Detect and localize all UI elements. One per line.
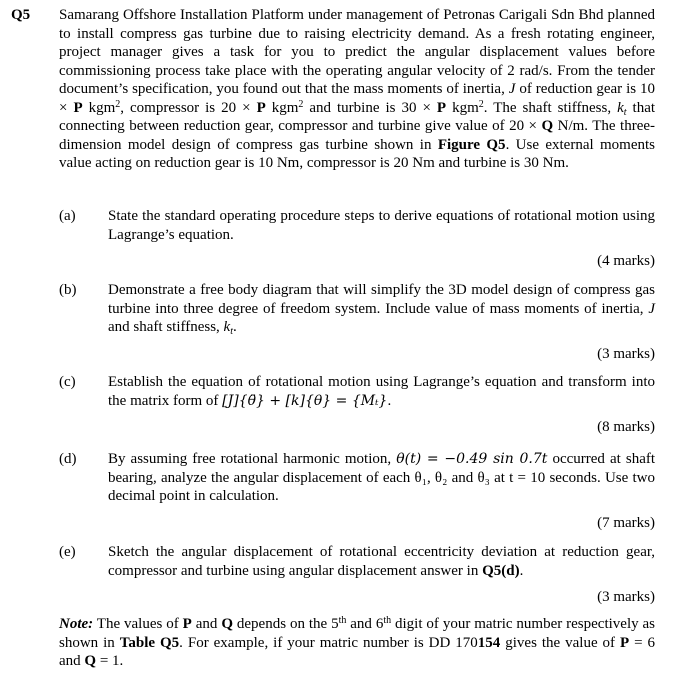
symbol-Q: Q (221, 616, 233, 632)
intro-text: N/m. The three-dimension model design of compress gas turbine shown in (59, 118, 656, 153)
question-reference: Q5(d) (482, 562, 520, 579)
part-text-segment: Sketch the angular displacement of rotational eccentricity deviation at reduction gear, compressor and turbine using angular displacement answer in (108, 544, 655, 579)
punctuation: . (233, 319, 237, 335)
marks-label: (3 marks) (597, 345, 655, 362)
intro-text: , compressor is 20 × (120, 99, 251, 116)
intro-text: of reduction gear is 10 × (59, 81, 656, 116)
note-text: and (195, 616, 218, 632)
note-text: = 1. (99, 653, 124, 669)
unit-kgm: kgm (88, 99, 116, 116)
punctuation: . (519, 562, 524, 579)
figure-reference: Figure Q5 (437, 136, 506, 153)
symbol-P: P (620, 634, 630, 651)
part-label: (b) (59, 282, 77, 298)
note-text: digit of your matric number respectively as shown in (59, 616, 656, 651)
part-label: (c) (59, 374, 76, 390)
note-text: and 6 (350, 616, 384, 632)
part-label: (e) (59, 544, 76, 560)
ordinal-suffix: th (383, 615, 392, 626)
matric-digits: 154 (477, 634, 501, 651)
part-text (108, 281, 655, 337)
note-label: Note: (59, 616, 94, 632)
intro-text: . The shaft stiffness, (483, 99, 612, 116)
part-e (59, 543, 655, 607)
symbol-subscript-t: t (230, 326, 233, 337)
part-b (59, 281, 655, 363)
question-number: Q5 (11, 7, 31, 23)
part-text-segment: By assuming free rotational harmonic motion, (108, 451, 392, 467)
part-text-segment: occurred at shaft bearing, analyze the angular displacement of each θ₁, θ₂ and θ₃ at t = 10 seconds. Use two decimal point in calculation. (108, 451, 656, 504)
part-label: (a) (59, 208, 76, 224)
marks-label: (7 marks) (597, 514, 655, 531)
note-text: = 6 and (59, 634, 656, 669)
note-text: depends on the 5 (236, 616, 339, 632)
part-text: State the standard operating procedure steps to derive equations of rotational motion using Lagrange’s equation. (108, 208, 655, 243)
table-reference: Table Q5 (119, 634, 180, 651)
harmonic-motion-equation: θ(t) = −0.49 sin 0.7t (396, 451, 548, 467)
part-c (59, 373, 655, 437)
unit-exponent: 2 (115, 98, 121, 110)
marks-label: (3 marks) (597, 589, 655, 605)
intro-text: Samarang Offshore Installation Platform under management of Petronas Carigali Sdn Bhd planned to install compress gas turbine due to raising electricity demand. As a fresh rotating engineer, project manager gives a task for you to predict the angular displacement values before commissioning process take place with the operating angular velocity of 2 rad/s. From the tender document’s specification, you found out that the mass moments of inertia, (59, 7, 655, 97)
marks-label: (4 marks) (597, 253, 655, 269)
intro-text: and turbine is 30 × (309, 99, 431, 116)
intro-text: that connecting between reduction gear, compressor and turbine give value of 20 × (59, 99, 656, 134)
note-text: . For example, if your matric number is DD 170 (179, 634, 478, 651)
matrix-equation: [J]{θ̈} + [k]{θ} = {Mₜ} (222, 392, 388, 409)
marks-label: (8 marks) (597, 419, 655, 435)
punctuation: . (387, 392, 392, 409)
part-label: (d) (59, 451, 77, 467)
symbol-P: P (436, 99, 447, 116)
intro-text: . Use external moments value acting on reduction gear is 10 Nm, compressor is 20 Nm and turbine is 30 Nm. (59, 136, 656, 171)
unit-exponent: 2 (478, 98, 484, 110)
part-d (59, 450, 655, 532)
unit-exponent: 2 (298, 98, 304, 110)
part-text-segment: Establish the equation of rotational motion using Lagrange’s equation and transform into the matrix form of (108, 374, 655, 409)
note-text: The values of (96, 616, 179, 632)
ordinal-suffix: th (338, 615, 347, 626)
note-text: gives the value of (505, 634, 616, 651)
part-text (108, 373, 655, 410)
symbol-subscript-t: t (623, 106, 627, 118)
symbol-P: P (73, 99, 83, 116)
symbol-P: P (182, 616, 192, 632)
part-text-segment: and shaft stiffness, (108, 319, 220, 335)
part-a (59, 207, 655, 271)
unit-kgm: kgm (271, 99, 299, 116)
symbol-J: J (508, 81, 516, 97)
question-intro (59, 6, 655, 173)
symbol-Q: Q (84, 653, 97, 669)
symbol-J: J (648, 300, 655, 317)
unit-kgm: kgm (452, 99, 479, 116)
symbol-P: P (256, 99, 266, 116)
part-text (108, 450, 655, 506)
note-paragraph (59, 615, 655, 671)
symbol-Q: Q (541, 118, 554, 134)
symbol-k: k (617, 99, 624, 116)
part-text (108, 543, 655, 580)
part-text-segment: Demonstrate a free body diagram that will simplify the 3D model design of compress gas turbine into three degree of freedom system. Include value of mass moments of inertia, (108, 282, 655, 317)
symbol-k: k (223, 319, 231, 335)
